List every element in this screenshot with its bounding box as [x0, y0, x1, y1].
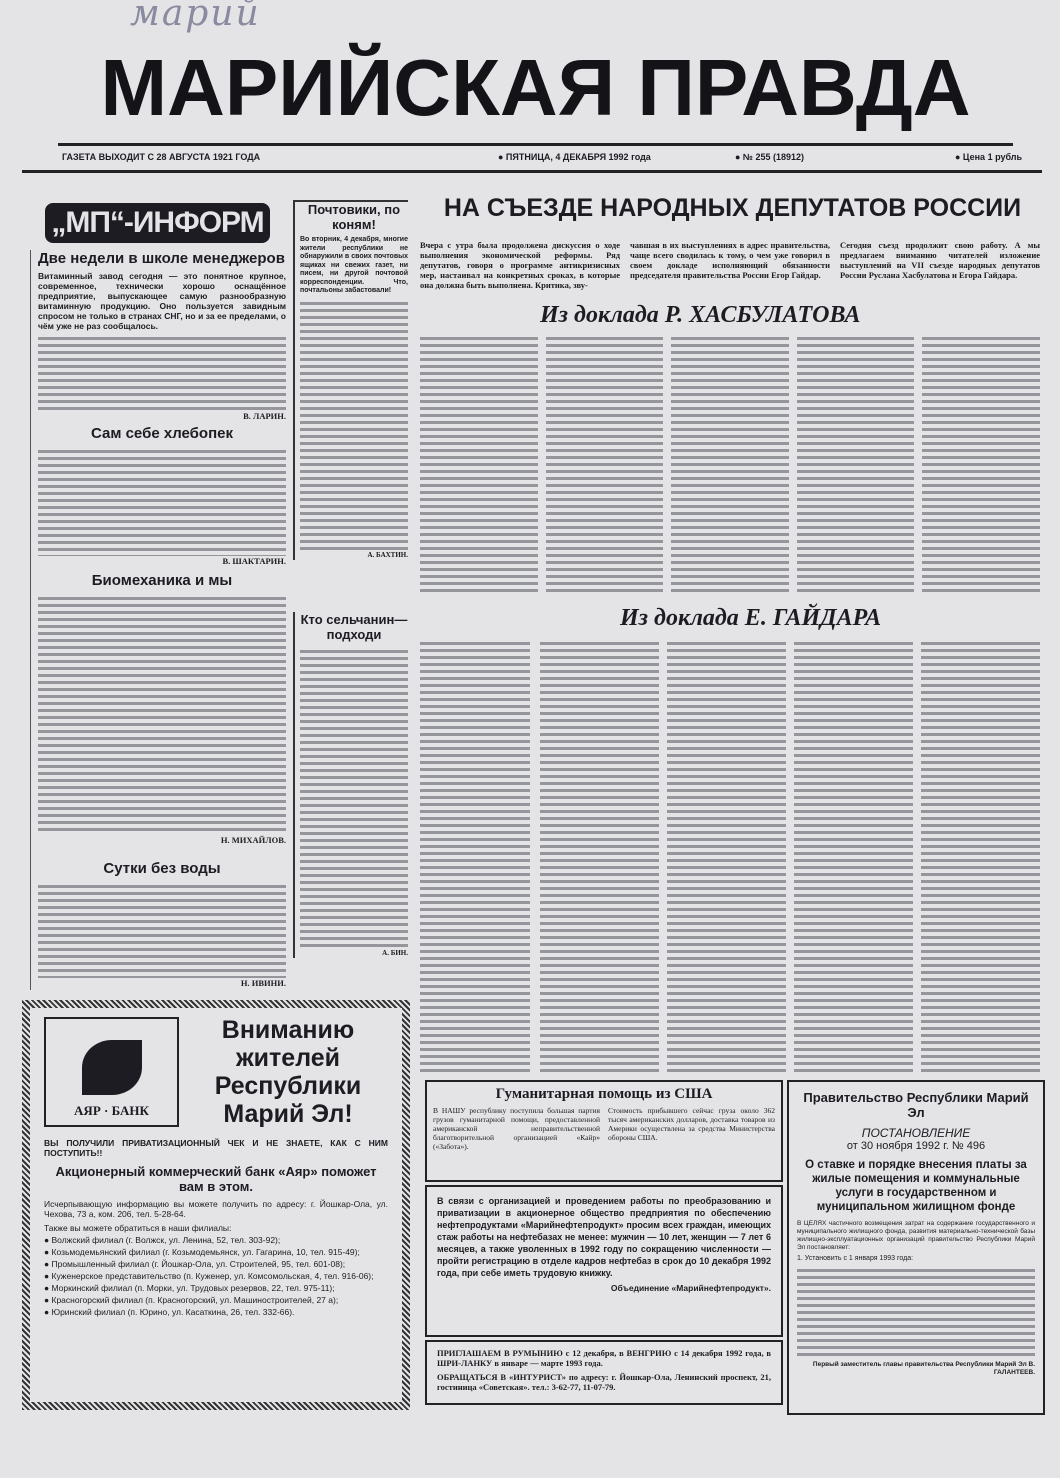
ad-bank-name: Акционерный коммерческий банк «Аяр» поможет вам в этом.: [55, 1164, 377, 1194]
price: ● Цена 1 рубль: [955, 152, 1023, 162]
article-author: А. БИН.: [382, 949, 408, 957]
ad-address: Исчерпывающую информацию вы можете получить по адресу: г. Йошкар-Ола, ул. Чехова, 73 а, ком. 206, тел. 5-28-64.: [44, 1199, 388, 1219]
subhead-gaidar: Из доклада Е. ГАЙДАРА: [620, 605, 882, 631]
article-body: [300, 648, 408, 948]
article-title: Кто сельчанин— подходи: [300, 612, 408, 642]
article-body: [38, 335, 286, 411]
branch-item: ● Промышленный филиал (г. Йошкар-Ола, ул. Строителей, 95, тел. 601-08);: [44, 1259, 346, 1269]
ad-title: Вниманию жителей Республики Марий Эл!: [214, 1016, 362, 1128]
branch-item: ● Моркинский филиал (п. Морки, ул. Трудовых резервов, 22, тел. 975-11);: [44, 1283, 335, 1293]
article-body: [38, 448, 286, 556]
branch-item: ● Козьмодемьянский филиал (г. Козьмодемьянск, ул. Гагарина, 10, тел. 915-49);: [44, 1247, 360, 1257]
ayar-bank-ad: [22, 1000, 410, 1410]
tour-offer: ПРИГЛАШАЕМ В РУМЫНИЮ с 12 декабря, в ВЕНГРИЮ с 14 декабря 1992 года, в ШРИ-ЛАНКУ в январе — марте 1993 года.: [437, 1348, 771, 1368]
main-headline: НА СЪЕЗДЕ НАРОДНЫХ ДЕПУТАТОВ РОССИИ: [443, 194, 1022, 222]
resolution-preamble: В ЦЕЛЯХ частичного возмещения затрат на содержание государственного и муниципального жилищного фонда, развития материально-технической базы жилищно-эксплуатационных организаций правительство Республики Марий Эл постановляет:: [797, 1220, 1035, 1251]
article-title: Сам себе хлебопек: [90, 425, 234, 442]
resolution-date: от 30 ноября 1992 г. № 496: [846, 1140, 986, 1152]
article-column: Стоимость прибывшего сейчас груза около 362 тысяч американских долларов, доставка товаров из Америки осуществлена за средства Министерства обороны США.: [608, 1106, 775, 1142]
resolution-type: ПОСТАНОВЛЕНИЕ: [861, 1126, 971, 1140]
since-line: ГАЗЕТА ВЫХОДИТ С 28 АВГУСТА 1921 ГОДА: [62, 152, 261, 162]
article-author: А. БАХТИН.: [367, 550, 408, 559]
article-body: [38, 595, 286, 835]
tour-contact: ОБРАЩАТЬСЯ В «ИНТУРИСТ» по адресу: г. Йошкар-Ола, Ленинский проспект, 21, гостиница «Советская». тел.: 3-62-77, 11-07-79.: [437, 1372, 771, 1392]
article-title: Гуманитарная помощь из США: [495, 1086, 713, 1102]
resolution-point: 1. Установить с 1 января 1993 года:: [797, 1255, 914, 1262]
intourist-ad: [425, 1340, 783, 1405]
oil-notice: [425, 1185, 783, 1337]
article-author: Н. ИВИНИ.: [240, 978, 286, 988]
issue-date: ● ПЯТНИЦА, 4 ДЕКАБРЯ 1992 года: [498, 152, 651, 162]
handwritten-note: марий: [130, 0, 261, 34]
article-managers: [38, 250, 286, 421]
resolution-body: [797, 1267, 1035, 1357]
article-author: В. ШАКТАРИН.: [222, 556, 286, 566]
article-lead: Витаминный завод сегодня — это понятное крупное, современное, технически хорошо оснащённое предприятие, выпускающее самую разнообразную витаминную продукцию. Оно пользуется завидным спросом не только в странах СНГ, но и за ее пределами, о чём уже не раз сообщалось.: [38, 271, 286, 331]
article-title: Две недели в школе менеджеров: [38, 250, 285, 267]
gaidar-text: [540, 640, 1040, 1075]
lead-column: чавшая в их выступлениях в адрес правительства, чаще всего сводилась к тому, о чем уже говорил в своем докладе исполняющий обязанности председателя правительства России Егор Гайдар.: [630, 240, 830, 280]
khasbulatov-text: [420, 335, 1040, 595]
branch-item: ● Юринский филиал (п. Юрино, ул. Касаткина, 26, тел. 332-66).: [44, 1307, 295, 1317]
gaidar-text-left: [420, 640, 530, 1075]
resolution-issuer: Правительство Республики Марий Эл: [803, 1090, 1029, 1120]
article-author: Н. МИХАЙЛОВ.: [220, 835, 286, 845]
bank-logo-text: АЯР · БАНК: [74, 1103, 149, 1118]
subhead-khasbulatov: Из доклада Р. ХАСБУЛАТОВА: [540, 302, 861, 328]
government-resolution: [787, 1080, 1045, 1415]
resolution-signature: Первый заместитель главы правительства Республики Марий Эл В. ГАЛАНТЕЕВ.: [812, 1361, 1035, 1376]
divider: [22, 170, 1042, 173]
lead-column: Вчера с утра была продолжена дискуссия о ходе выполнения экономической реформы. Ряд депутатов, говоря о программе антикризисных мер, настаивал на конкретных сроках, в которые она должна быть выполнена. Критика, зву-: [420, 240, 620, 290]
branch-list: [44, 1235, 388, 1317]
notice-signature: Объединение «Марийнефтепродукт».: [610, 1283, 771, 1293]
branch-item: ● Красногорский филиал (п. Красногорский, ул. Машиностроителей, 27 а);: [44, 1295, 339, 1305]
masthead: МАРИЙСКАЯ ПРАВДА: [100, 43, 971, 132]
ad-question: ВЫ ПОЛУЧИЛИ ПРИВАТИЗАЦИОННЫЙ ЧЕК И НЕ ЗНАЕТЕ, КАК С НИМ ПОСТУПИТЬ!!: [44, 1138, 388, 1158]
resolution-subject: О ставке и порядке внесения платы за жилые помещения и коммунальные услуги в государственном и муниципальном жилищном фонде: [805, 1159, 1027, 1213]
article-water: [38, 860, 286, 988]
humanitarian-aid-article: [425, 1080, 783, 1182]
divider: [30, 250, 31, 990]
article-title: Сутки без воды: [103, 860, 221, 877]
ad-also: Также вы можете обратиться в наши филиалы:: [44, 1223, 232, 1233]
article-villager: [293, 612, 408, 958]
divider: [58, 143, 1013, 146]
article-biomechanics: [38, 572, 286, 845]
article-body: [38, 883, 286, 978]
branch-item: ● Куженерское представительство (п. Куженер, ул. Комсомольская, 4, тел. 916-06);: [44, 1271, 374, 1281]
article-bread: [38, 425, 286, 566]
article-lead: Во вторник, 4 декабря, многие жители республики не обнаружили в своих почтовых ящиках ни свежих газет, ни писем, ни другой почтовой корреспонденции. Что, почтальоны забастовали!: [300, 236, 408, 294]
article-title: Почтовики, по коням!: [307, 202, 401, 232]
article-title: Биомеханика и мы: [91, 572, 233, 589]
article-body: [300, 300, 408, 550]
notice-text: В связи с организацией и проведением работы по преобразованию и приватизации в акционерное общество предприятия по обеспечению нефтепродуктами «Марийнефтепродукт» просим всех граждан, имеющих стаж работы на нефтебазах не менее: мужчин — 10 лет, женщин — 7 лет 6 месяцев, а также уволенных в 1992 году по сокращению численности — пройти регистрацию в отделе кадров нефтебаз в срок до 10 декабря 1992 года, при себе иметь трудовую книжку.: [437, 1196, 771, 1278]
bank-emblem-icon: [82, 1040, 142, 1095]
ayar-bank-logo: [44, 1017, 179, 1127]
issue-number: ● № 255 (18912): [735, 152, 805, 162]
article-column: В НАШУ республику поступила большая партия грузов гуманитарной помощи, предоставленной американской неправительственной благотворительной организацией «Кайр» («Забота»).: [433, 1106, 600, 1151]
article-author: В. ЛАРИН.: [243, 411, 286, 421]
mp-inform-logo: „МП“-ИНФОРМ: [45, 203, 270, 243]
article-postmen: [293, 200, 408, 560]
lead-column: Сегодня съезд продолжит свою работу. А мы предлагаем вниманию читателей изложение выступлений на VII съезде народных депутатов России Руслана Хасбулатова и Егора Гайдара.: [840, 240, 1040, 280]
branch-item: ● Волжский филиал (г. Волжск, ул. Ленина, 52, тел. 303-92);: [44, 1235, 281, 1245]
main-lead: [420, 240, 1040, 290]
